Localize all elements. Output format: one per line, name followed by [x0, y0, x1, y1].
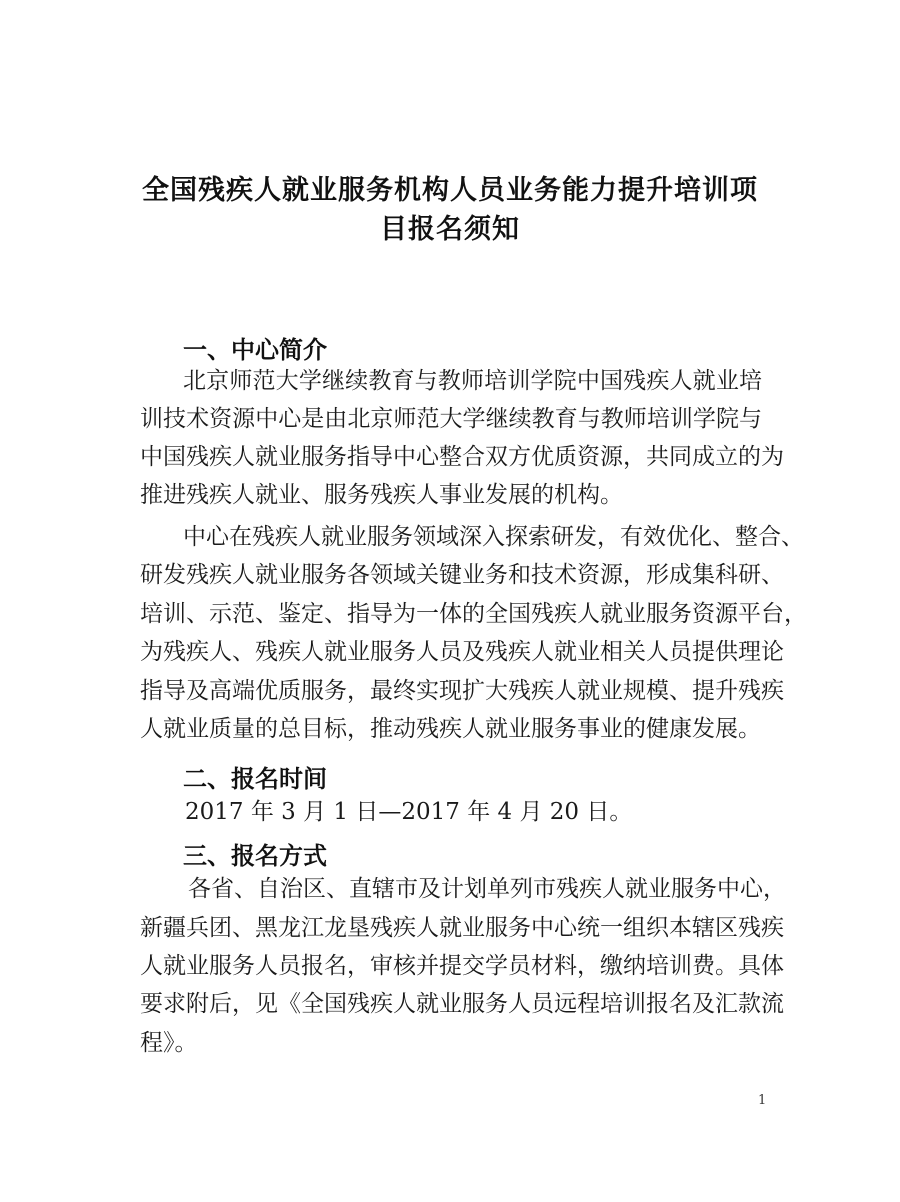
section-1-heading: 一、中心简介 — [183, 336, 327, 364]
registration-date-range: 2017 年 3 月 1 日—2017 年 4 月 20 日。 — [185, 799, 633, 825]
section-1-para-2-line: 中心在残疾人就业服务领域深入探索研发，有效优化、整合、 — [183, 524, 804, 550]
document-title-line-1: 全国残疾人就业服务机构人员业务能力提升培训项 — [142, 175, 758, 206]
section-3-para-line: 要求附后，见《全国残疾人就业服务人员远程培训报名及汇款流 — [140, 991, 784, 1017]
section-1-para-2-line: 研发残疾人就业服务各领域关键业务和技术资源，形成集科研、 — [140, 562, 784, 588]
section-1-para-2-line: 指导及高端优质服务，最终实现扩大残疾人就业规模、提升残疾 — [140, 678, 784, 704]
section-1-para-1-line: 中国残疾人就业服务指导中心整合双方优质资源，共同成立的为 — [140, 444, 784, 470]
section-1-para-1-line: 训技术资源中心是由北京师范大学继续教育与教师培训学院与 — [140, 406, 762, 432]
page-number: 1 — [758, 1093, 767, 1108]
section-1-para-1-line: 北京师范大学继续教育与教师培训学院中国残疾人就业培 — [183, 368, 762, 394]
section-1-para-2-line: 人就业质量的总目标，推动残疾人就业服务事业的健康发展。 — [140, 716, 761, 742]
section-2-heading: 二、报名时间 — [183, 765, 327, 793]
document-title-line-2: 目报名须知 — [380, 214, 520, 245]
section-3-para-line: 新疆兵团、黑龙江龙垦残疾人就业服务中心统一组织本辖区残疾 — [140, 915, 784, 941]
section-1-para-2-line: 为残疾人、残疾人就业服务人员及残疾人就业相关人员提供理论 — [140, 639, 784, 665]
section-3-para-line: 程》。 — [140, 1030, 198, 1056]
section-3-para-line: 各省、自治区、直辖市及计划单列市残疾人就业服务中心， — [188, 876, 786, 902]
section-3-para-line: 人就业服务人员报名，审核并提交学员材料，缴纳培训费。具体 — [140, 953, 784, 979]
section-3-heading: 三、报名方式 — [183, 842, 327, 870]
section-1-para-1-line: 推进残疾人就业、服务残疾人事业发展的机构。 — [140, 482, 623, 508]
section-1-para-2-line: 培训、示范、鉴定、指导为一体的全国残疾人就业服务资源平台， — [140, 601, 807, 627]
